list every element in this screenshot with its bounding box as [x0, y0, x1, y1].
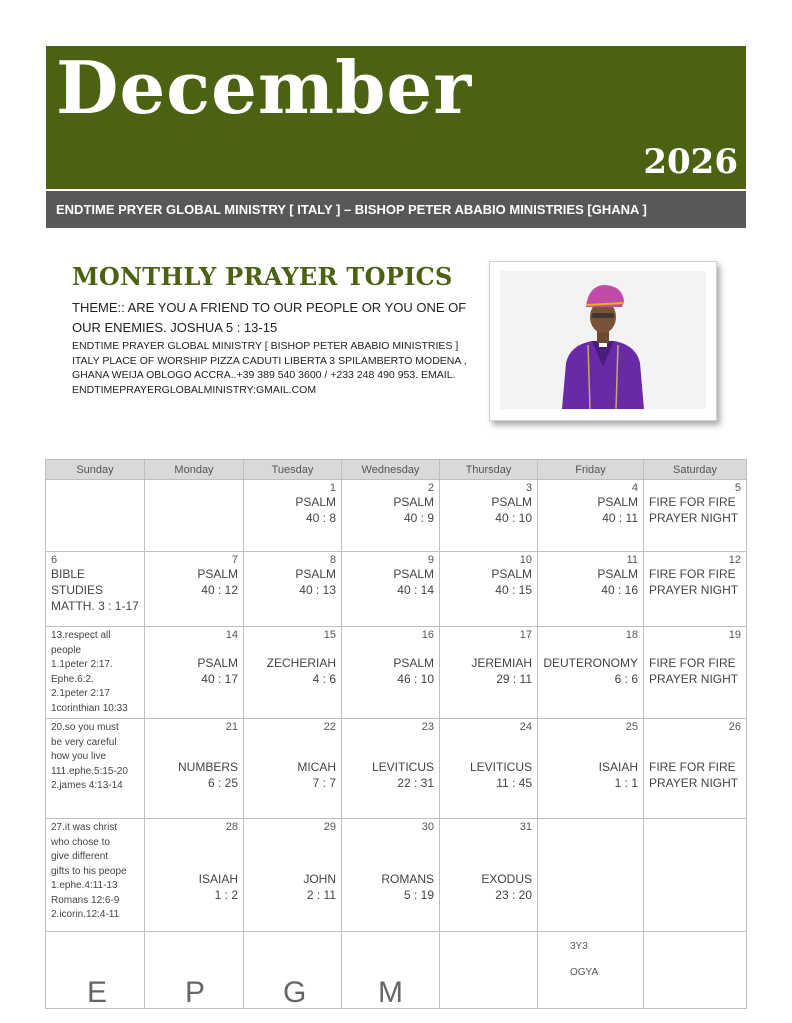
day-number: 12: [728, 554, 741, 566]
day-number: 19: [728, 629, 741, 641]
theme-text: THEME:: ARE YOU A FRIEND TO OUR PEOPLE OR YOU ONE OF OUR ENEMIES. JOSHUA 5 : 13-15: [72, 300, 467, 335]
reading-verse: 40 : 16: [601, 583, 638, 597]
day-cell-11: [538, 552, 644, 627]
reading-verse: 40 : 17: [201, 672, 238, 686]
day-cell-10: [440, 552, 538, 627]
reading-verse: 29 : 11: [496, 672, 532, 686]
month-banner: [46, 46, 746, 189]
day-number: 3: [525, 482, 532, 494]
day-cell-29: [244, 819, 342, 932]
day-cell-12: [644, 552, 747, 627]
note-line: 1corinthian 10:33: [51, 702, 128, 714]
reading-book: PSALM: [197, 567, 238, 581]
note-line: Romans 12:6-9: [51, 894, 120, 906]
reading-book: PSALM: [295, 567, 336, 581]
reading-book: ROMANS: [381, 872, 434, 886]
day-cell-3: [440, 480, 538, 552]
day-cell-21: [145, 719, 244, 819]
letter-cell: [46, 932, 145, 1009]
day-number: 7: [231, 554, 238, 566]
weekday-sunday: Sunday: [46, 460, 145, 480]
event-title: FIRE FOR FIRE: [649, 656, 736, 670]
reading-book: JEREMIAH: [471, 656, 532, 670]
letter-cell: [244, 932, 342, 1009]
day-number: 28: [225, 821, 238, 833]
topics-heading: MONTHLY PRAYER TOPICS: [72, 262, 453, 291]
reading-book: PSALM: [393, 567, 434, 581]
reading-book: ISAIAH: [198, 872, 238, 886]
note-line: who chose to: [51, 836, 110, 848]
reading-verse: 4 : 6: [312, 672, 336, 686]
event-subtitle: PRAYER NIGHT: [649, 776, 739, 790]
event-title: BIBLE STUDIES: [51, 567, 104, 597]
reading-book: PSALM: [491, 495, 532, 509]
ministry-letter: G: [283, 976, 307, 1009]
note-line: 27.it was christ: [51, 822, 118, 833]
reading-verse: 40 : 14: [397, 583, 434, 597]
reading-book: PSALM: [197, 656, 238, 670]
reading-book: LEVITICUS: [469, 760, 532, 774]
reading-verse: 7 : 7: [312, 776, 336, 790]
letter-cell: [145, 932, 244, 1009]
reading-verse: 40 : 15: [495, 583, 532, 597]
day-number: 31: [519, 821, 532, 833]
day-cell-8: [244, 552, 342, 627]
day-number: 14: [225, 629, 238, 641]
note-line: 2.1peter 2:17: [51, 688, 110, 699]
reading-verse: 6 : 25: [207, 776, 238, 790]
photo-frame: [489, 261, 717, 421]
day-cell-23: [342, 719, 440, 819]
day-cell-27: [46, 819, 145, 932]
note-line: how you live: [51, 751, 107, 762]
day-cell-empty: [644, 819, 747, 932]
day-cell-30: [342, 819, 440, 932]
week-row-6: [46, 932, 747, 1009]
day-cell-26: [644, 719, 747, 819]
ministry-bar: ENDTIME PRYER GLOBAL MINISTRY [ ITALY ] – BISHOP PETER ABABIO MINISTRIES [GHANA ]: [46, 191, 746, 228]
reading-verse: 40 : 9: [403, 511, 434, 525]
ministry-letter: E: [87, 976, 108, 1009]
day-cell-empty: [644, 932, 747, 1009]
reading-verse: 6 : 6: [614, 672, 638, 686]
note-line: 2.icorin.12:4-11: [51, 909, 120, 920]
day-number: 15: [323, 629, 336, 641]
event-subtitle: PRAYER NIGHT: [649, 672, 739, 686]
weekday-saturday: Saturday: [644, 460, 747, 480]
reading-book: NUMBERS: [177, 760, 238, 774]
day-number: 2: [427, 482, 434, 494]
day-cell-5: [644, 480, 747, 552]
event-subtitle: MATTH. 3 : 1-17: [51, 599, 139, 613]
note-line: be very careful: [51, 736, 117, 748]
day-number: 4: [631, 482, 638, 494]
reading-book: MICAH: [297, 760, 336, 774]
reading-verse: 1 : 2: [214, 888, 238, 902]
day-number: 8: [329, 554, 336, 566]
week-row-2: [46, 552, 747, 627]
day-number: 10: [519, 554, 532, 566]
reading-verse: 40 : 12: [201, 583, 238, 597]
day-cell-24: [440, 719, 538, 819]
reading-verse: 40 : 8: [305, 511, 336, 525]
note-cell: [538, 932, 644, 1009]
day-cell-28: [145, 819, 244, 932]
note-line: people: [51, 644, 82, 656]
day-number: 22: [323, 721, 336, 733]
event-subtitle: PRAYER NIGHT: [649, 583, 739, 597]
day-cell-19: [644, 627, 747, 719]
day-cell-31: [440, 819, 538, 932]
note-line: 2.james 4:13-14: [51, 780, 123, 791]
note-line: give different: [51, 851, 109, 862]
day-cell-empty: [46, 480, 145, 552]
day-cell-15: [244, 627, 342, 719]
weekday-monday: Monday: [145, 460, 244, 480]
calendar-grid: [45, 459, 747, 1009]
reading-book: PSALM: [491, 567, 532, 581]
day-cell-17: [440, 627, 538, 719]
reading-verse: 40 : 10: [495, 511, 532, 525]
reading-verse: 2 : 11: [306, 888, 336, 902]
day-number: 11: [626, 554, 638, 566]
reading-book: PSALM: [597, 567, 638, 581]
day-number: 18: [625, 629, 638, 641]
day-number: 23: [421, 721, 434, 733]
day-cell-14: [145, 627, 244, 719]
event-title: FIRE FOR FIRE: [649, 760, 736, 774]
reading-verse: 22 : 31: [397, 776, 434, 790]
day-cell-22: [244, 719, 342, 819]
reading-book: PSALM: [393, 656, 434, 670]
weekday-header-row: [46, 460, 747, 480]
day-cell-9: [342, 552, 440, 627]
week-row-1: [46, 480, 747, 552]
bishop-portrait-icon: [500, 271, 706, 409]
note-line: OGYA: [570, 967, 599, 978]
month-title: December: [56, 45, 473, 130]
day-number: 21: [225, 721, 238, 733]
year-title: 2026: [643, 142, 738, 182]
reading-verse: 11 : 45: [496, 776, 532, 790]
day-cell-1: [244, 480, 342, 552]
note-line: 3Y3: [570, 941, 588, 952]
reading-book: EXODUS: [481, 872, 532, 886]
day-number: 5: [734, 482, 741, 494]
day-cell-16: [342, 627, 440, 719]
week-row-3: [46, 627, 747, 719]
reading-book: PSALM: [597, 495, 638, 509]
day-cell-4: [538, 480, 644, 552]
day-number: 17: [519, 629, 532, 641]
reading-verse: 40 : 11: [602, 511, 638, 525]
day-cell-empty: [538, 819, 644, 932]
day-cell-13: [46, 627, 145, 719]
reading-book: PSALM: [295, 495, 336, 509]
day-cell-2: [342, 480, 440, 552]
day-number: 9: [427, 554, 434, 566]
note-line: 111.ephe.5:15-20: [51, 765, 128, 777]
reading-verse: 23 : 20: [495, 888, 532, 902]
ministry-letter: M: [378, 976, 403, 1009]
event-title: FIRE FOR FIRE: [649, 567, 736, 581]
day-cell-18: [538, 627, 644, 719]
reading-verse: 5 : 19: [403, 888, 434, 902]
day-number: 24: [519, 721, 532, 733]
note-line: Ephe.6:2.: [51, 673, 94, 685]
week-row-4: [46, 719, 747, 819]
reading-verse: 1 : 1: [614, 776, 638, 790]
event-subtitle: PRAYER NIGHT: [649, 511, 739, 525]
weekday-thursday: Thursday: [440, 460, 538, 480]
day-cell-7: [145, 552, 244, 627]
weekday-wednesday: Wednesday: [342, 460, 440, 480]
contact-info: ENDTIME PRAYER GLOBAL MINISTRY [ BISHOP PETER ABABIO MINISTRIES ] ITALY PLACE OF WORSHIP PIZZA CADUTI LIBERTA 3 SPILAMBERTO MODENA , GHANA WEIJA OBLOGO ACCRA..+39 389 540 3600 / +233 248 490 953. EMAIL. ENDTIMEPRAYERGLOBALMINISTRY:GMAIL.COM: [72, 340, 467, 396]
note-line: 13.respect all: [51, 630, 111, 641]
reading-verse: 46 : 10: [397, 672, 434, 686]
day-number: 30: [421, 821, 434, 833]
day-number: 16: [421, 629, 434, 641]
reading-book: ZECHERIAH: [266, 656, 336, 670]
day-cell-20: [46, 719, 145, 819]
reading-book: PSALM: [393, 495, 434, 509]
note-line: gifts to his peope: [51, 865, 127, 877]
ministry-letter: P: [185, 976, 206, 1009]
day-number: 25: [625, 721, 638, 733]
reading-book: LEVITICUS: [371, 760, 434, 774]
note-line: 1.ephe.4:11-13: [51, 880, 118, 891]
weekday-friday: Friday: [538, 460, 644, 480]
day-number: 1: [329, 482, 336, 494]
day-number: 26: [728, 721, 741, 733]
reading-book: DEUTERONOMY: [543, 656, 638, 670]
day-number: 29: [323, 821, 336, 833]
day-cell-6: [46, 552, 145, 627]
event-title: FIRE FOR FIRE: [649, 495, 736, 509]
letter-cell: [342, 932, 440, 1009]
day-number: 6: [51, 554, 58, 566]
reading-verse: 40 : 13: [299, 583, 336, 597]
day-cell-empty: [145, 480, 244, 552]
week-row-5: [46, 819, 747, 932]
note-line: 20.so you must: [51, 722, 119, 733]
weekday-tuesday: Tuesday: [244, 460, 342, 480]
day-cell-25: [538, 719, 644, 819]
reading-book: ISAIAH: [598, 760, 638, 774]
note-line: 1.1peter 2:17.: [51, 659, 113, 670]
reading-book: JOHN: [303, 872, 336, 886]
day-cell-empty: [440, 932, 538, 1009]
